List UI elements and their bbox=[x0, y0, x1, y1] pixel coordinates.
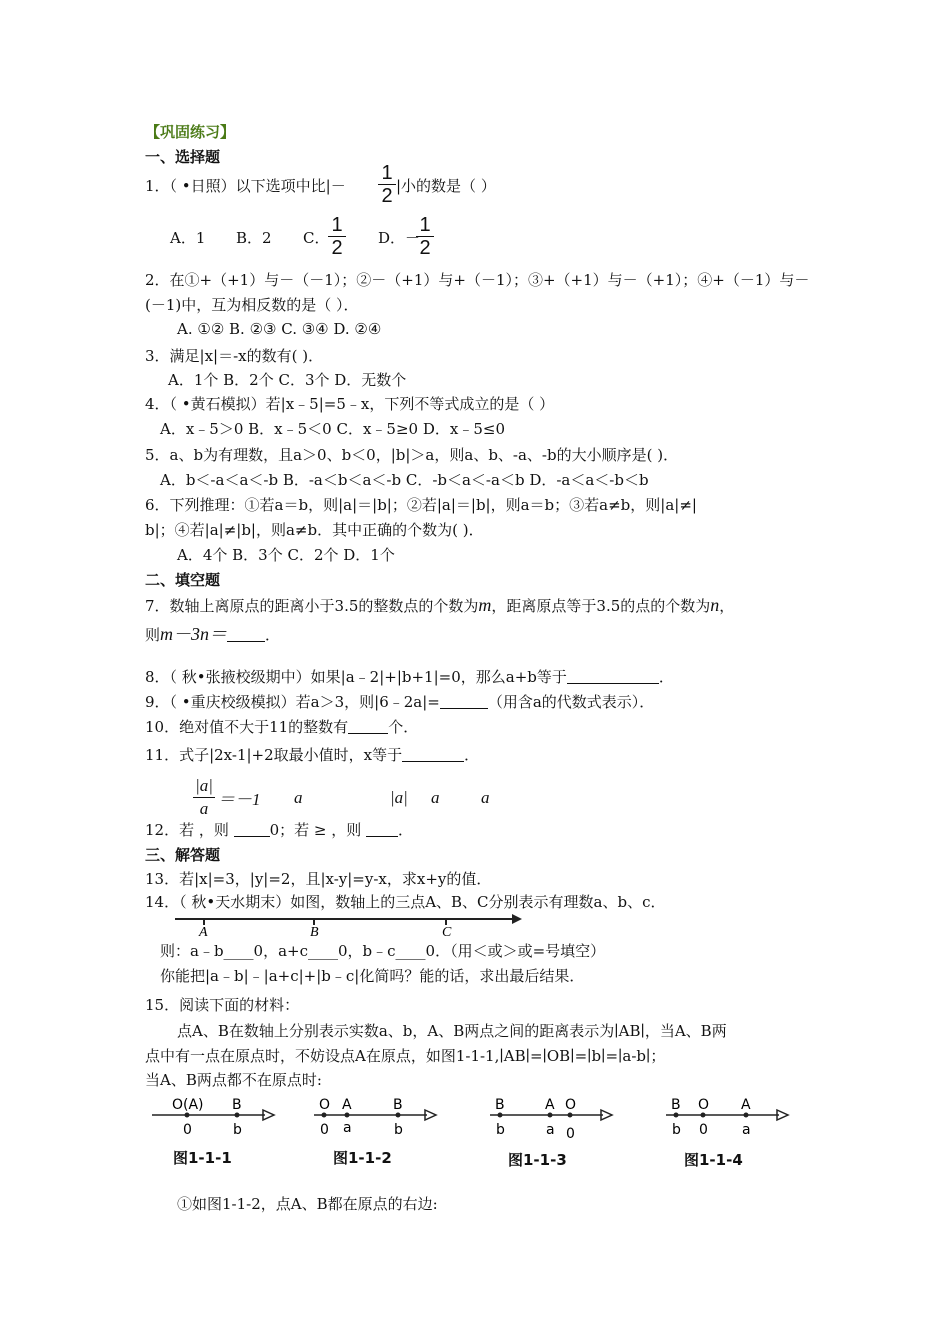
q2-line1: 2．在①+（+1）与－（－1）；②－（+1）与+（－1）；③+（+1）与－（+1）；④+（－1）与－ bbox=[145, 271, 810, 289]
q15-line2: 点A、B在数轴上分别表示实数a、b，A、B两点之间的距离表示为∣AB∣，当A、B两 bbox=[177, 1022, 727, 1040]
q1-option-c-fraction: 1 2 bbox=[328, 215, 346, 258]
q12-line: 12．若 ，则 0；若 ≥ ，则 ． bbox=[145, 821, 414, 839]
q12-var-a2: a bbox=[431, 788, 440, 807]
q12-abs-a: |a| bbox=[390, 788, 408, 807]
q7-line2: 则m－3n＝ ． bbox=[145, 624, 281, 644]
q12-var-a1: a bbox=[294, 788, 303, 807]
q11-line1: 11．式子|2x-1|+2取最小值时，x等于 ． bbox=[145, 746, 480, 764]
svg-text:0: 0 bbox=[566, 1126, 575, 1141]
svg-text:B: B bbox=[671, 1097, 681, 1113]
q9-line1: 9．（ •重庆校级模拟）若a＞3，则|6﹣2a|= （用含a的代数式表示）． bbox=[145, 693, 655, 711]
svg-text:A: A bbox=[741, 1097, 751, 1113]
q5-line1: 5．a、b为有理数，且a＞0、b＜0，|b|＞a，则a、b、-a、-b的大小顺序是( )． bbox=[145, 446, 679, 464]
figure-1-1-1 bbox=[150, 1095, 280, 1137]
figure-1-1-3-caption: 图1-1-3 bbox=[508, 1151, 567, 1169]
q3-line1: 3．满足|x|＝-x的数有( )． bbox=[145, 347, 324, 365]
svg-text:A: A bbox=[545, 1097, 555, 1113]
svg-text:O: O bbox=[565, 1097, 577, 1113]
q1-option-c: C． bbox=[303, 229, 330, 247]
q10-line1: 10．绝对值不大于11的整数有 个． bbox=[145, 718, 419, 736]
q1-text-b: |小的数是（ ） bbox=[396, 177, 496, 195]
q1-option-d-fraction: 1 2 bbox=[416, 215, 434, 258]
svg-text:b: b bbox=[496, 1122, 505, 1138]
svg-text:a: a bbox=[343, 1120, 352, 1136]
section-title: 【巩固练习】 bbox=[145, 123, 236, 141]
svg-text:0: 0 bbox=[320, 1122, 329, 1137]
q12-fraction: |a| a bbox=[193, 776, 215, 819]
figure-1-1-3 bbox=[488, 1095, 618, 1141]
svg-text:O(A): O(A) bbox=[172, 1097, 204, 1113]
q6-line1: 6．下列推理：①若a＝b，则|a|＝|b|；②若|a|＝|b|，则a＝b；③若a≠b，则|a|≠| bbox=[145, 496, 697, 514]
q14-line3: 你能把|a﹣b|﹣|a+c|+|b﹣c|化简吗？能的话，求出最后结果． bbox=[160, 967, 585, 985]
svg-text:A: A bbox=[342, 1097, 352, 1113]
q6-line2: b|；④若|a|≠|b|，则a≠b．其中正确的个数为( )． bbox=[145, 521, 484, 539]
q15-line4: 当A、B两点都不在原点时: bbox=[145, 1071, 322, 1089]
q1-option-a: A．1 bbox=[170, 229, 206, 247]
q3-options: A．1个 B．2个 C．3个 D．无数个 bbox=[168, 371, 407, 389]
part2-title: 二、填空题 bbox=[145, 571, 221, 589]
q2-line2: (－1)中，互为相反数的是（ ）． bbox=[145, 296, 359, 314]
q5-options: A．b＜-a＜a＜-b B．-a＜b＜a＜-b C．-b＜a＜-a＜b D．-a＜a＜-b＜b bbox=[160, 471, 649, 489]
q14-number-line bbox=[172, 909, 524, 939]
q7-line1: 7．数轴上离原点的距离小于3.5的整数点的个数为m，距离原点等于3.5的点的个数为n， bbox=[145, 595, 735, 615]
q1-fraction: 1 2 bbox=[378, 163, 396, 206]
svg-text:B: B bbox=[232, 1097, 242, 1113]
figure-1-1-4 bbox=[664, 1095, 794, 1137]
q1-text-a: 1．（ •日照）以下选项中比|－ bbox=[145, 177, 346, 195]
svg-text:O: O bbox=[319, 1097, 331, 1113]
q14-line2: 则：a﹣b____0，a+c____0，b﹣c____0．（用＜或＞或=号填空） bbox=[160, 942, 606, 960]
q4-options: A．x﹣5＞0 B．x﹣5＜0 C．x﹣5≥0 D．x﹣5≤0 bbox=[160, 420, 505, 438]
part3-title: 三、解答题 bbox=[145, 846, 221, 864]
q2-options: A. ①② B. ②③ C. ③④ D. ②④ bbox=[177, 320, 382, 338]
q6-options: A．4个 B．3个 C．2个 D．1个 bbox=[177, 546, 395, 564]
svg-text:b: b bbox=[233, 1122, 242, 1137]
q1-option-b: B．2 bbox=[236, 229, 272, 247]
q1-option-d: D．－ bbox=[378, 229, 421, 247]
figure-1-1-4-caption: 图1-1-4 bbox=[684, 1151, 743, 1169]
q14-label-a: A bbox=[199, 925, 208, 939]
svg-text:b: b bbox=[672, 1122, 681, 1137]
q14-line1: 14．（ 秋•天水期末）如图，数轴上的三点A、B、C分别表示有理数a、b、c． bbox=[145, 893, 666, 911]
part1-title: 一、选择题 bbox=[145, 148, 221, 166]
q12-var-a3: a bbox=[481, 788, 490, 807]
q13-line1: 13．若|x|=3，|y|=2，且|x-y|=y-x，求x+y的值． bbox=[145, 870, 492, 888]
svg-text:b: b bbox=[394, 1122, 403, 1137]
q14-label-b: B bbox=[310, 925, 319, 939]
svg-text:B: B bbox=[495, 1097, 505, 1113]
q15-line1: 15．阅读下面的材料： bbox=[145, 996, 300, 1014]
svg-text:0: 0 bbox=[183, 1122, 192, 1137]
q12-eq: ＝－1 bbox=[218, 790, 261, 809]
figure-1-1-2 bbox=[312, 1095, 442, 1137]
figure-1-1-1-caption: 图1-1-1 bbox=[173, 1149, 232, 1167]
q14-label-c: C bbox=[442, 925, 452, 939]
svg-text:B: B bbox=[393, 1097, 403, 1113]
q8-line1: 8．（ 秋•张掖校级期中）如果|a﹣2|+|b+1|=0，那么a+b等于 ． bbox=[145, 668, 674, 686]
svg-text:a: a bbox=[546, 1122, 555, 1138]
q15-line5: ①如图1-1-2，点A、B都在原点的右边: bbox=[177, 1195, 438, 1213]
figure-1-1-2-caption: 图1-1-2 bbox=[333, 1149, 392, 1167]
q15-line3: 点中有一点在原点时，不妨设点A在原点，如图1-1-1,∣AB∣=∣OB∣=∣b∣=∣a-b∣； bbox=[145, 1047, 666, 1065]
svg-text:0: 0 bbox=[699, 1122, 708, 1137]
svg-text:a: a bbox=[742, 1122, 751, 1137]
q4-line1: 4．（ •黄石模拟）若|x﹣5|=5﹣x，下列不等式成立的是（ ） bbox=[145, 395, 555, 413]
svg-text:O: O bbox=[698, 1097, 710, 1113]
